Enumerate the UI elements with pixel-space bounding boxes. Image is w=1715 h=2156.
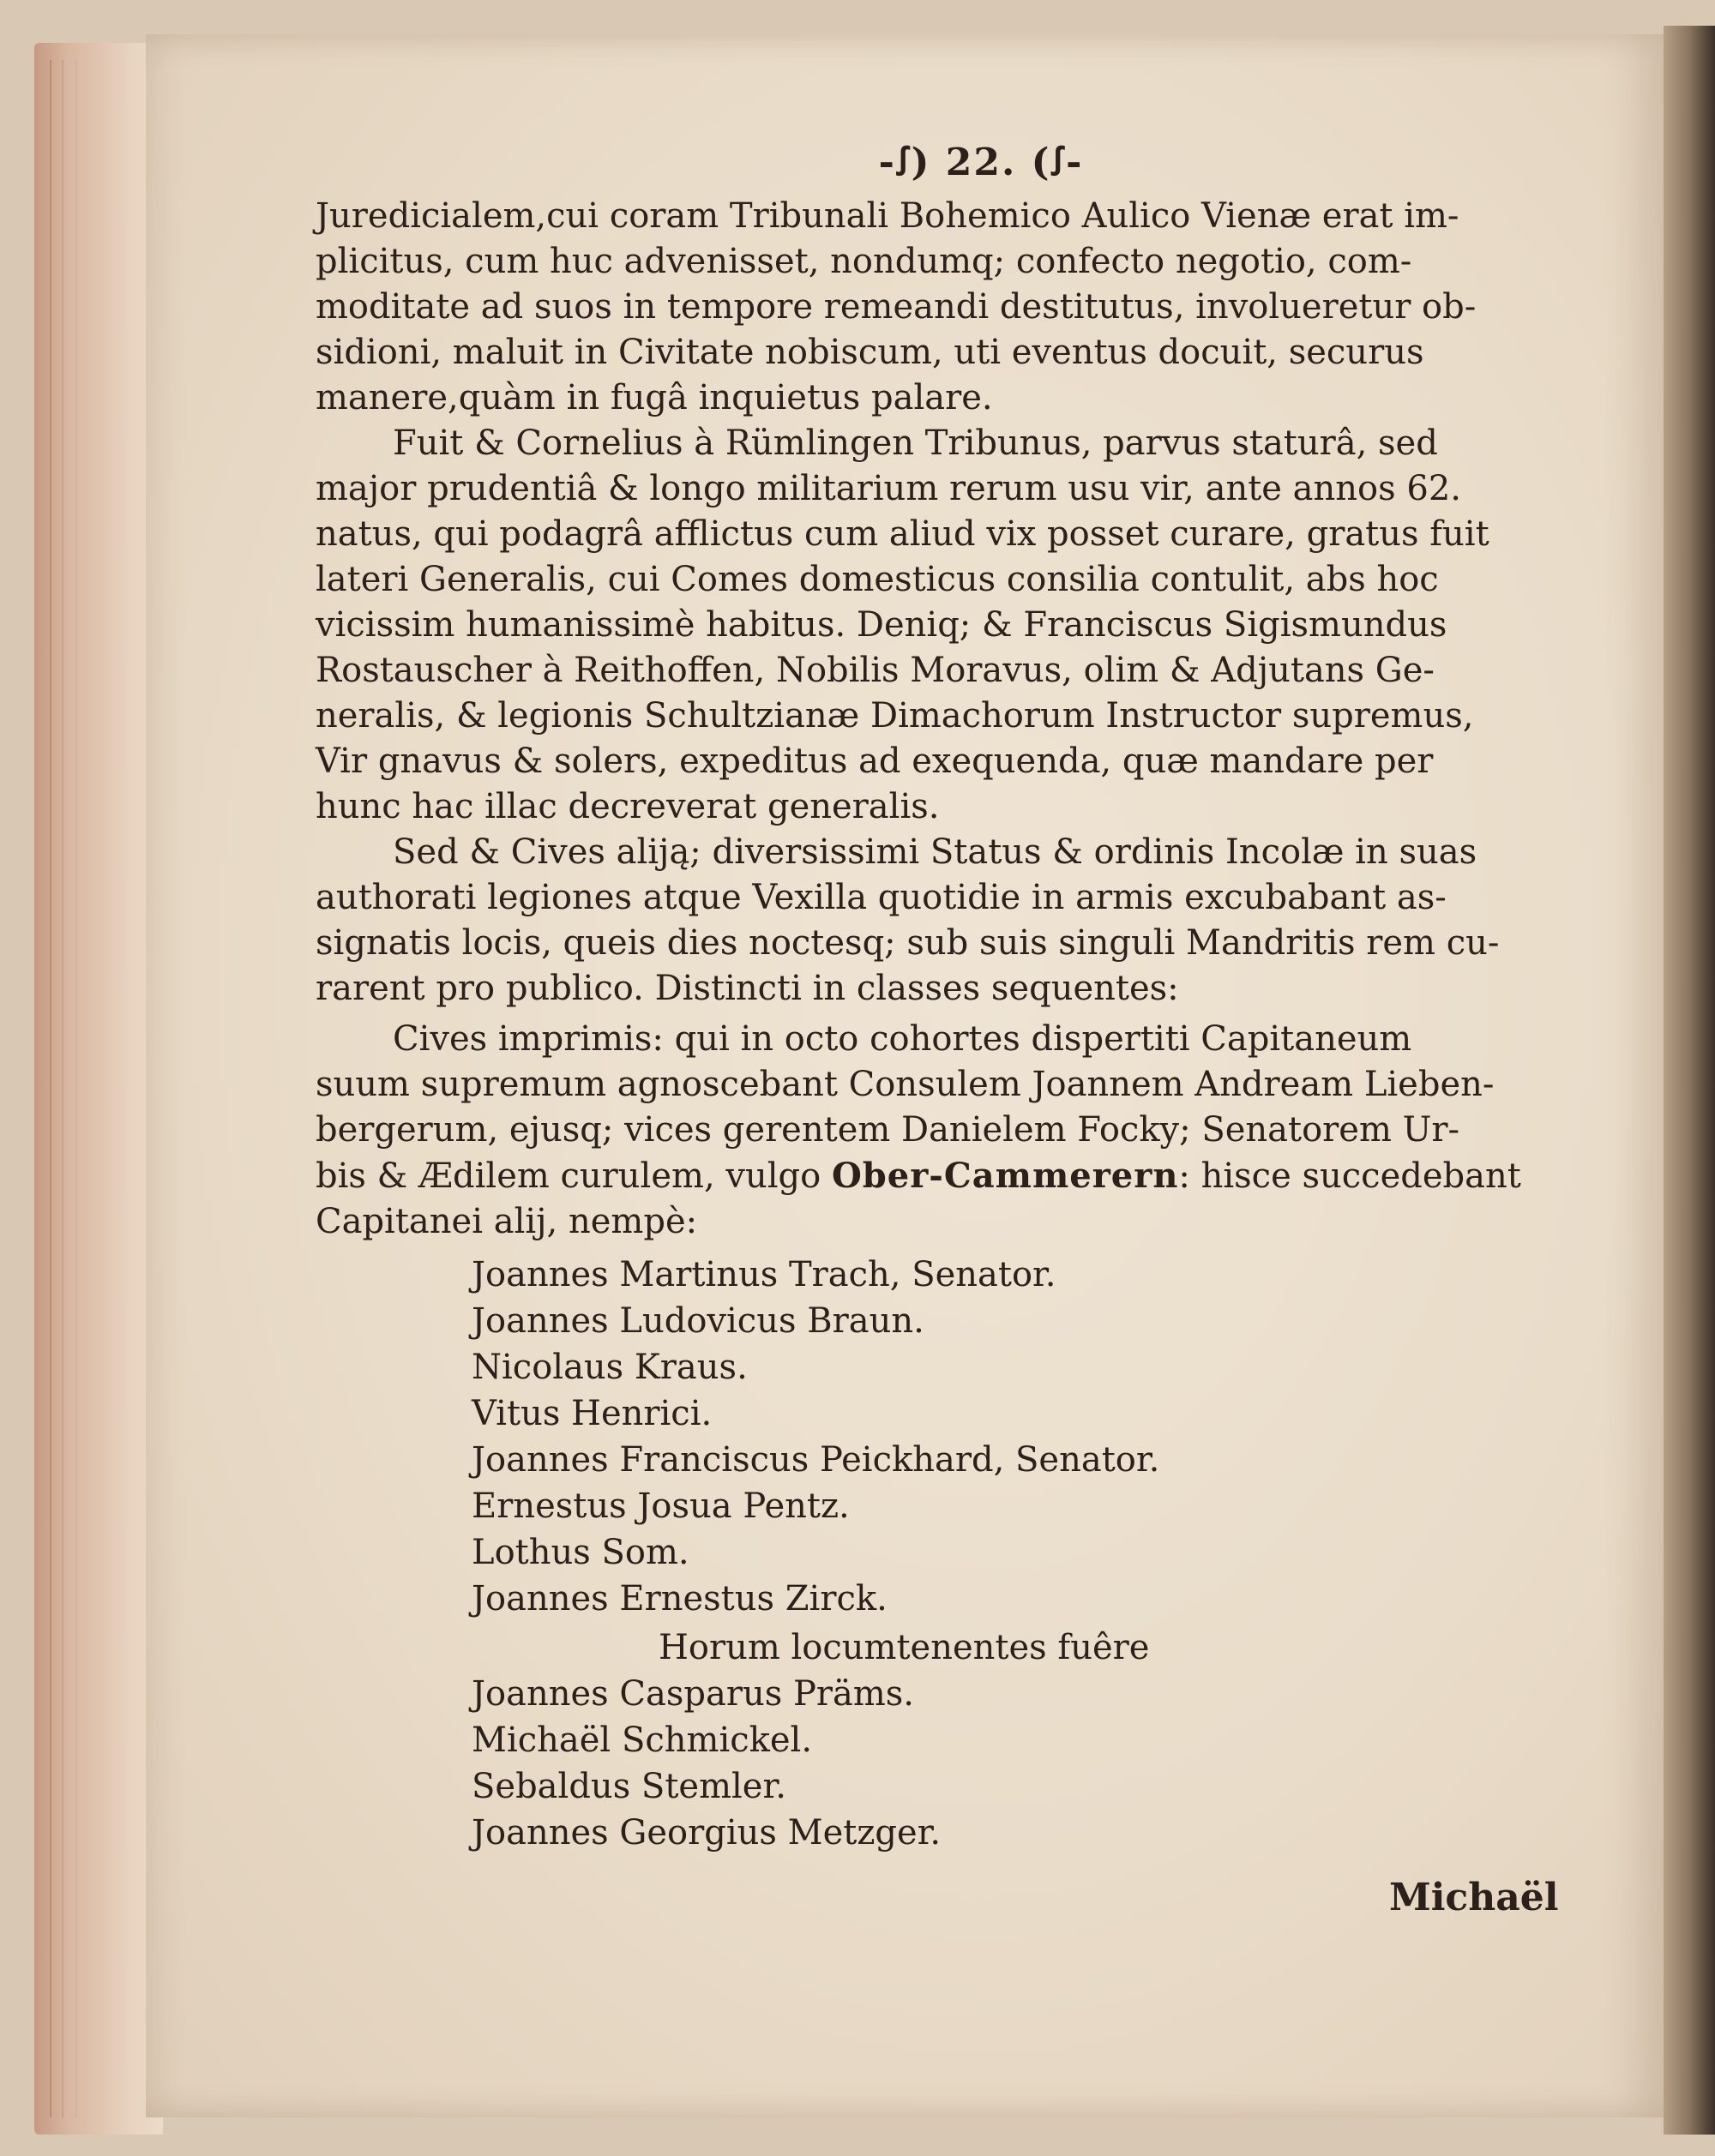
list-item: Nicolaus Kraus. [472, 1348, 748, 1387]
text-line: major prudentiâ & longo militarium rerum usu vir, ante annos 62. [316, 469, 1461, 508]
paragraph-4 [316, 1017, 1544, 1245]
text-line: lateri Generalis, cui Comes domesticus consilia contulit, abs hoc [316, 560, 1439, 599]
list-item: Ernestus Josua Pentz. [472, 1486, 850, 1526]
text-line: bergerum, ejusq; vices gerentem Danielem Focky; Senatorem Ur- [316, 1110, 1459, 1150]
captains-list [316, 1252, 1544, 1622]
text-line: plicitus, cum huc advenisset, nondumq; confecto negotio, com- [316, 242, 1412, 281]
text-line: signatis locis, queis dies noctesq; sub suis singuli Mandritis rem cu- [316, 923, 1500, 963]
list-item: Joannes Franciscus Peickhard, Senator. [472, 1440, 1160, 1480]
text-line: Fuit & Cornelius à Rümlingen Tribunus, parvus staturâ, sed [393, 423, 1438, 463]
text-fragment: : hisce succedebant [1178, 1156, 1521, 1196]
text-line: Rostauscher à Reithoffen, Nobilis Moravus, olim & Adjutans Ge- [316, 651, 1435, 690]
text-line: moditate ad suos in tempore remeandi destitutus, involueretur ob- [316, 287, 1477, 327]
text-line: Vir gnavus & solers, expeditus ad exequenda, quæ mandare per [316, 742, 1434, 781]
list-item: Joannes Casparus Präms. [472, 1674, 915, 1714]
text-line: Capitanei alij, nempè: [316, 1202, 698, 1241]
list-item: Vitus Henrici. [472, 1394, 713, 1433]
blackletter-term: Ober-Cammerern [831, 1156, 1179, 1196]
lieutenants-heading: Horum locumtenentes fuêre [659, 1628, 1150, 1667]
text-line [316, 1153, 1544, 1199]
paragraph-1 [316, 194, 1544, 421]
text-line: suum supremum agnoscebant Consulem Joannem Andream Lieben- [316, 1065, 1495, 1104]
list-item: Joannes Martinus Trach, Senator. [472, 1255, 1056, 1294]
text-line: sidioni, maluit in Civitate nobiscum, uti eventus docuit, securus [316, 333, 1424, 372]
lieutenants-list [316, 1671, 1544, 1856]
text-line: authorati legiones atque Vexilla quotidie in armis excubabant as- [316, 878, 1447, 917]
list-item: Michaël Schmickel. [472, 1721, 813, 1760]
right-page-edge [1664, 26, 1715, 2135]
text-fragment: bis & Ædilem curulem, vulgo [316, 1156, 832, 1196]
text-line: Sed & Cives aliją; diversissimi Status & ordinis Incolæ in suas [393, 832, 1477, 872]
text-line: neralis, & legionis Schultzianæ Dimachorum Instructor supremus, [316, 696, 1474, 736]
text-line: Juredicialem,cui coram Tribunali Bohemico Aulico Vienæ erat im- [316, 196, 1459, 236]
paragraph-2 [316, 421, 1544, 830]
left-page-stack [34, 43, 163, 2135]
catchword: Michaël [1389, 1876, 1559, 1919]
list-item: Sebaldus Stemler. [472, 1767, 786, 1806]
list-item: Joannes Ludovicus Braun. [472, 1301, 924, 1341]
page-header: -ꭍ) 22. (ꭍ- [878, 141, 1084, 184]
text-line: natus, qui podagrâ afflictus cum aliud vix posset curare, gratus fuit [316, 514, 1489, 554]
paragraph-3 [316, 830, 1544, 1012]
list-item: Joannes Georgius Metzger. [472, 1813, 942, 1853]
list-item: Lothus Som. [472, 1533, 689, 1572]
page-text [316, 137, 1544, 1856]
text-line: hunc hac illac decreverat generalis. [316, 787, 940, 826]
text-line: rarent pro publico. Distincti in classes sequentes: [316, 969, 1179, 1008]
text-line: vicissim humanissimè habitus. Deniq; & Franciscus Sigismundus [316, 605, 1447, 645]
text-line: Cives imprimis: qui in octo cohortes dispertiti Capitaneum [393, 1019, 1412, 1059]
list-item: Joannes Ernestus Zirck. [472, 1579, 888, 1619]
text-line: manere,quàm in fugâ inquietus palare. [316, 378, 993, 417]
